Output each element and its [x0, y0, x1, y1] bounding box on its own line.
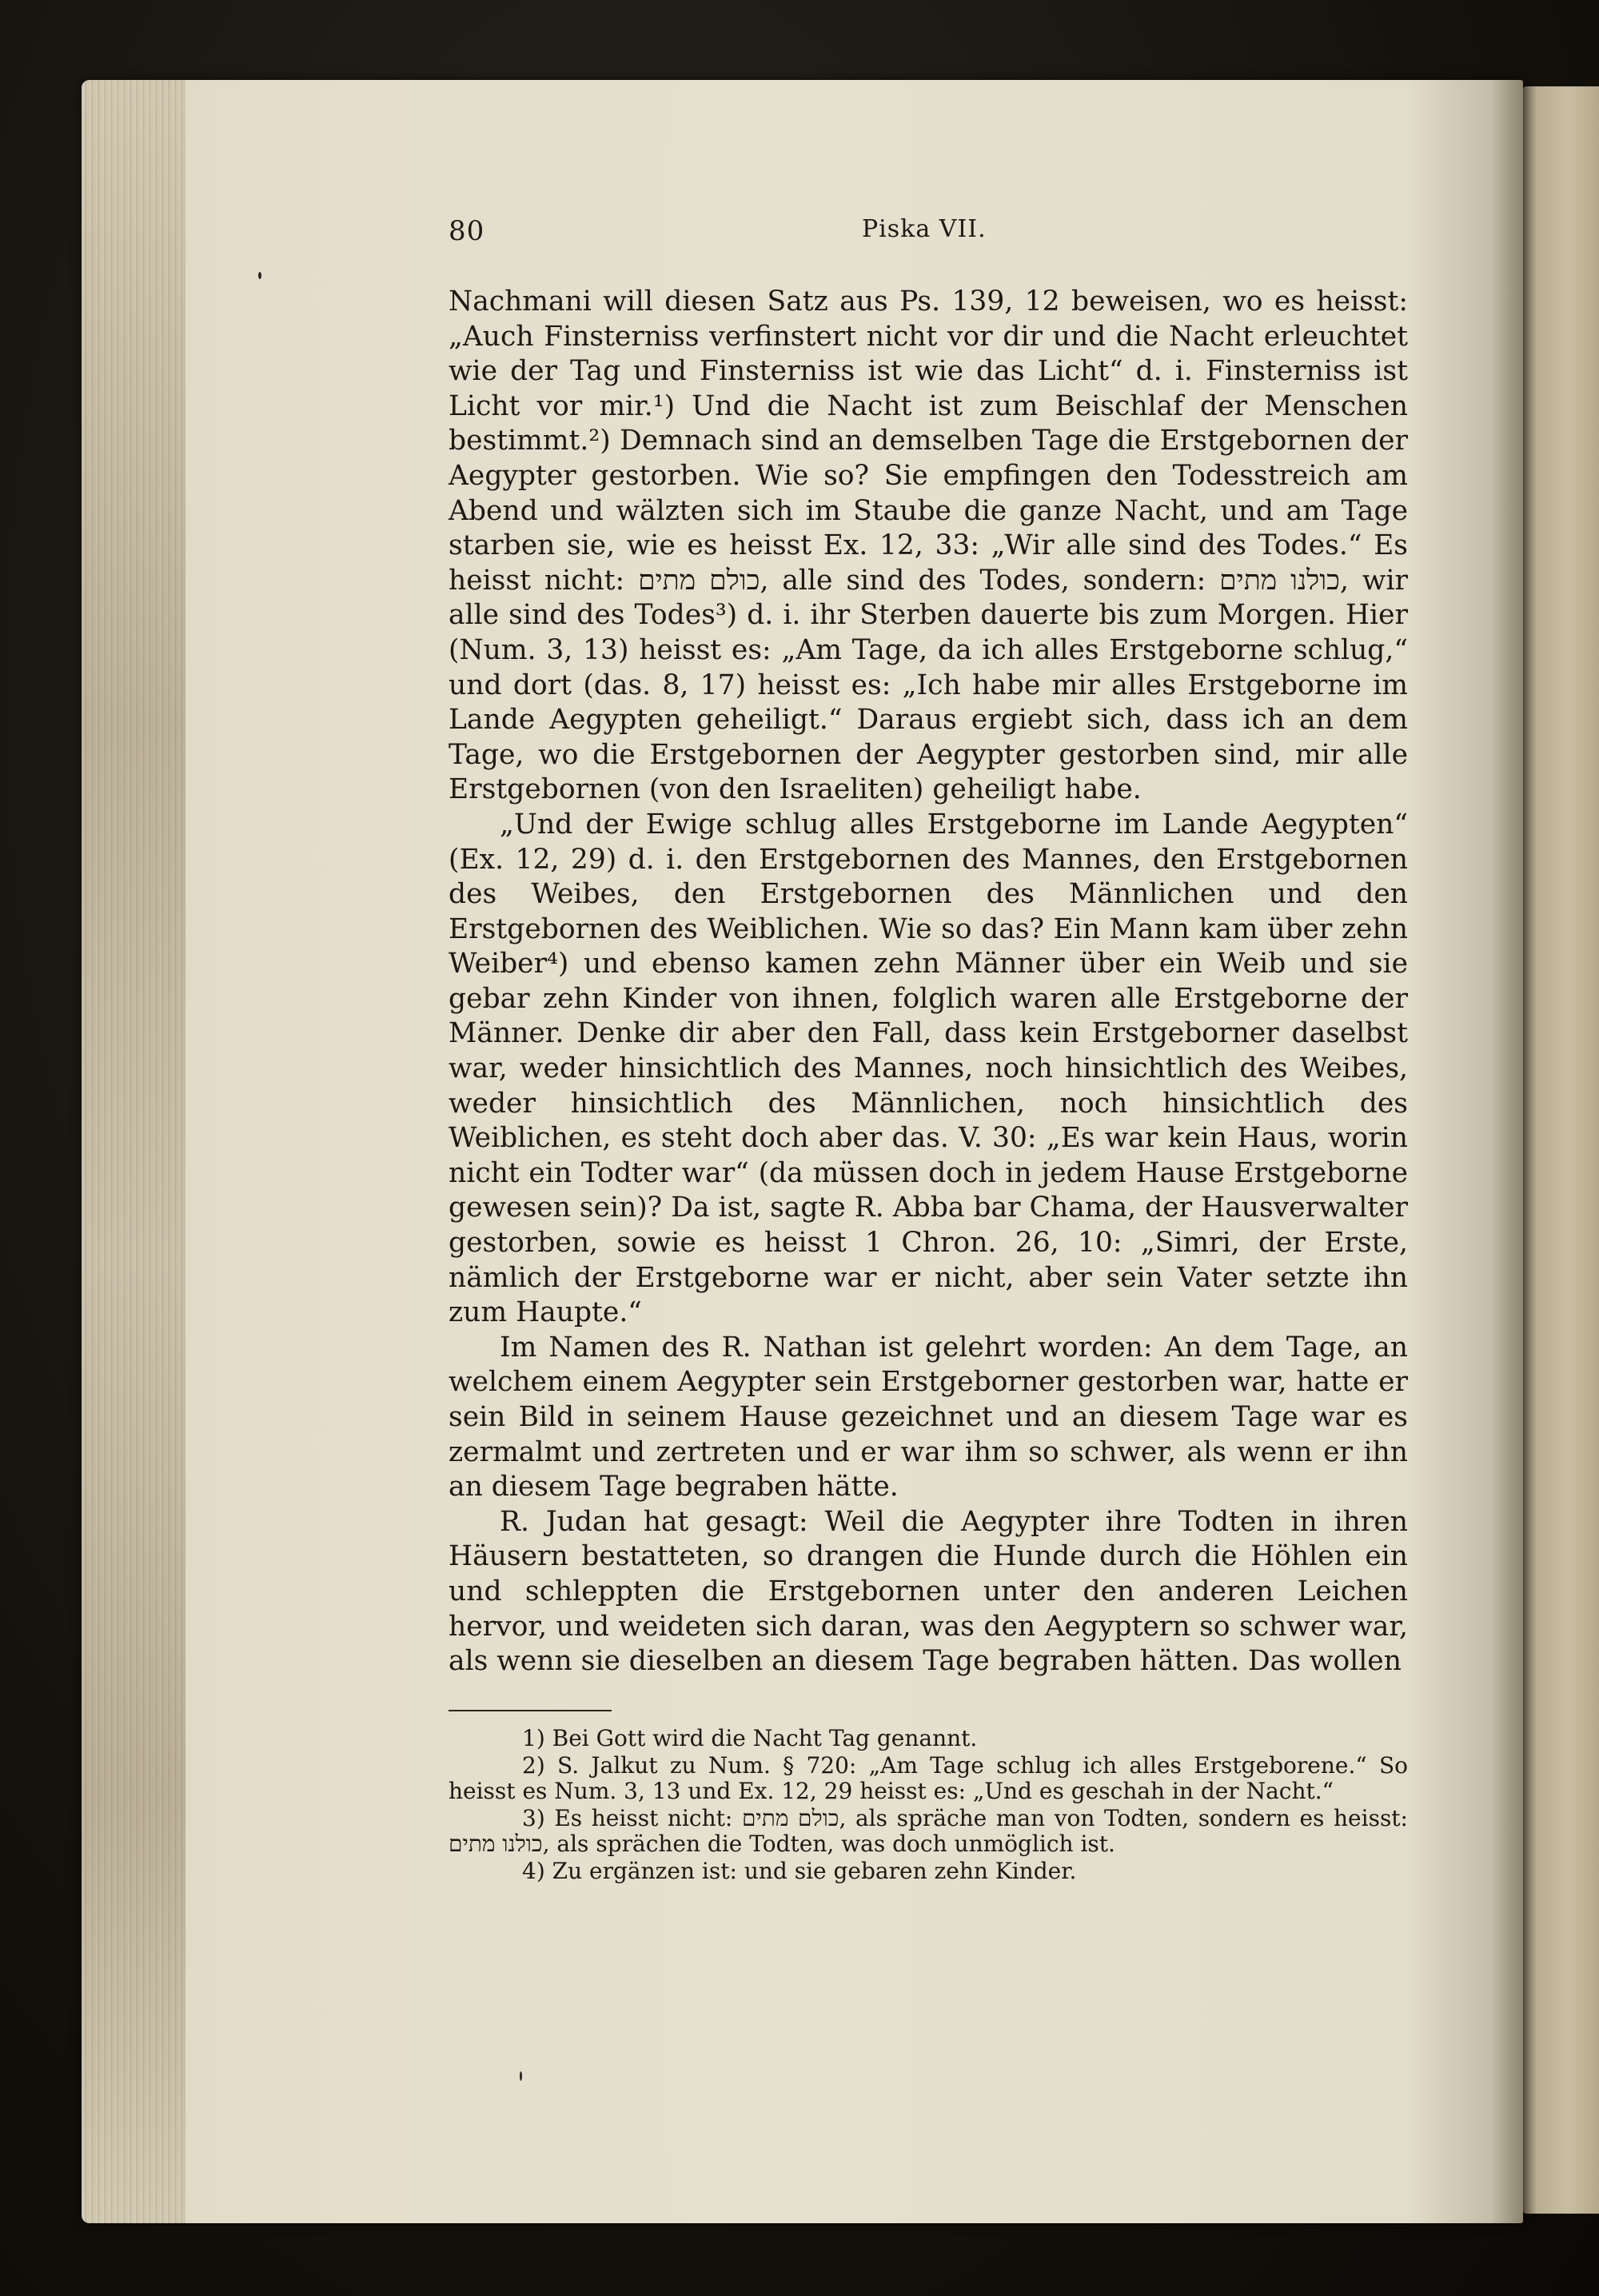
paragraph: R. Judan hat gesagt: Weil die Aegypter ihre Todten in ihren Häusern bestatteten, so drangen die Hunde durch die Höhlen ein und schleppten die Erstgebornen unter den anderen Leichen hervor, und weideten sich daran, was den Aegyptern so schwer war, als wenn sie dieselben an diesem Tage begraben hätten. Das wollen [449, 1505, 1408, 1678]
footnote-text: Zu ergänzen ist: und sie gebaren zehn Kinder. [552, 1858, 1077, 1884]
running-head: Piska VII. [862, 215, 987, 243]
footnote-text: Es heisst nicht: כולם מתים, als spräche man von Todten, sondern es heisst: כולנו מתים, als sprächen die Todten, was doch unmöglich ist. [449, 1805, 1408, 1857]
gutter-shadow [1491, 80, 1523, 2223]
page-number: 80 [449, 215, 485, 247]
paragraph: Im Namen des R. Nathan ist gelehrt worden: An dem Tage, an welchem einem Aegypter sein Erstgeborner gestorben war, hatte er sein Bild in seinem Hause gezeichnet und an diesem Tage war es zermalmt und zertreten und er war ihm so schwer, als wenn er ihn an diesem Tage begraben hätte. [449, 1331, 1408, 1503]
paper-speck [520, 2071, 522, 2081]
body-text [449, 285, 1408, 1679]
footnote-marker: 4) [522, 1858, 545, 1884]
footnote [449, 1753, 1408, 1804]
fore-edge-stain [82, 80, 185, 2223]
footnote-text: Bei Gott wird die Nacht Tag genannt. [552, 1725, 978, 1751]
footnote-marker: 1) [522, 1725, 545, 1751]
footnote-marker: 3) [522, 1805, 545, 1831]
paper-speck [258, 272, 261, 279]
footnote-separator-rule [449, 1710, 612, 1711]
footnote-marker: 2) [522, 1752, 545, 1779]
footnotes [449, 1726, 1408, 1886]
footnote-text: S. Jalkut zu Num. § 720: „Am Tage schlug ich alles Erstgeborene.“ So heisst es Num. 3, 13 und Ex. 12, 29 heisst es: „Und es geschah in der Nacht.“ [449, 1752, 1409, 1804]
footnote [449, 1806, 1408, 1857]
facing-page-edge [1523, 86, 1599, 2214]
page-header [449, 215, 1005, 250]
paragraph: „Und der Ewige schlug alles Erstgeborne im Lande Aegypten“ (Ex. 12, 29) d. i. den Erstgebornen des Mannes, den Erstgebornen des Weibes, den Erstgebornen des Männlichen und den Erstgebornen des Weiblichen. Wie so das? Ein Mann kam über zehn Weiber⁴) und ebenso kamen zehn Männer über ein Weib und sie gebar zehn Kinder von ihnen, folglich waren alle Erstgeborne der Männer. Denke dir aber den Fall, dass kein Erstgeborner daselbst war, weder hinsichtlich des Mannes, noch hinsichtlich des Weibes, weder hinsichtlich des Männlichen, noch hinsichtlich des Weiblichen, es steht doch aber das. V. 30: „Es war kein Haus, worin nicht ein Todter war“ (da müssen doch in jedem Hause Erstgeborne gewesen sein)? Da ist, sagte R. Abba bar Chama, der Hausverwalter gestorben, sowie es heisst 1 Chron. 26, 10: „Simri, der Erste, nämlich der Erstgeborne war er nicht, aber sein Vater setzte ihn zum Haupte.“ [449, 808, 1408, 1329]
footnote [449, 1726, 1408, 1751]
footnote [449, 1859, 1408, 1884]
paragraph: Nachmani will diesen Satz aus Ps. 139, 12 beweisen, wo es heisst: „Auch Finsterniss verfinstert nicht vor dir und die Nacht erleuchtet wie der Tag und Finsterniss ist wie das Licht“ d. i. Finsterniss ist Licht vor mir.¹) Und die Nacht ist zum Beischlaf der Menschen bestimmt.²) Demnach sind an demselben Tage die Erstgebornen der Aegypter gestorben. Wie so? Sie empfingen den Todesstreich am Abend und wälzten sich im Staube die ganze Nacht, und am Tage starben sie, wie es heisst Ex. 12, 33: „Wir alle sind des Todes.“ Es heisst nicht: כולם מתים, alle sind des Todes, sondern: כולנו מתים, wir alle sind des Todes³) d. i. ihr Sterben dauerte bis zum Morgen. Hier (Num. 3, 13) heisst es: „Am Tage, da ich alles Erstgeborne schlug,“ und dort (das. 8, 17) heisst es: „Ich habe mir alles Erstgeborne im Lande Aegypten geheiligt.“ Daraus ergiebt sich, dass ich an dem Tage, wo die Erstgebornen der Aegypter gestorben sind, mir alle Erstgebornen (von den Israeliten) geheiligt habe. [449, 286, 1408, 806]
